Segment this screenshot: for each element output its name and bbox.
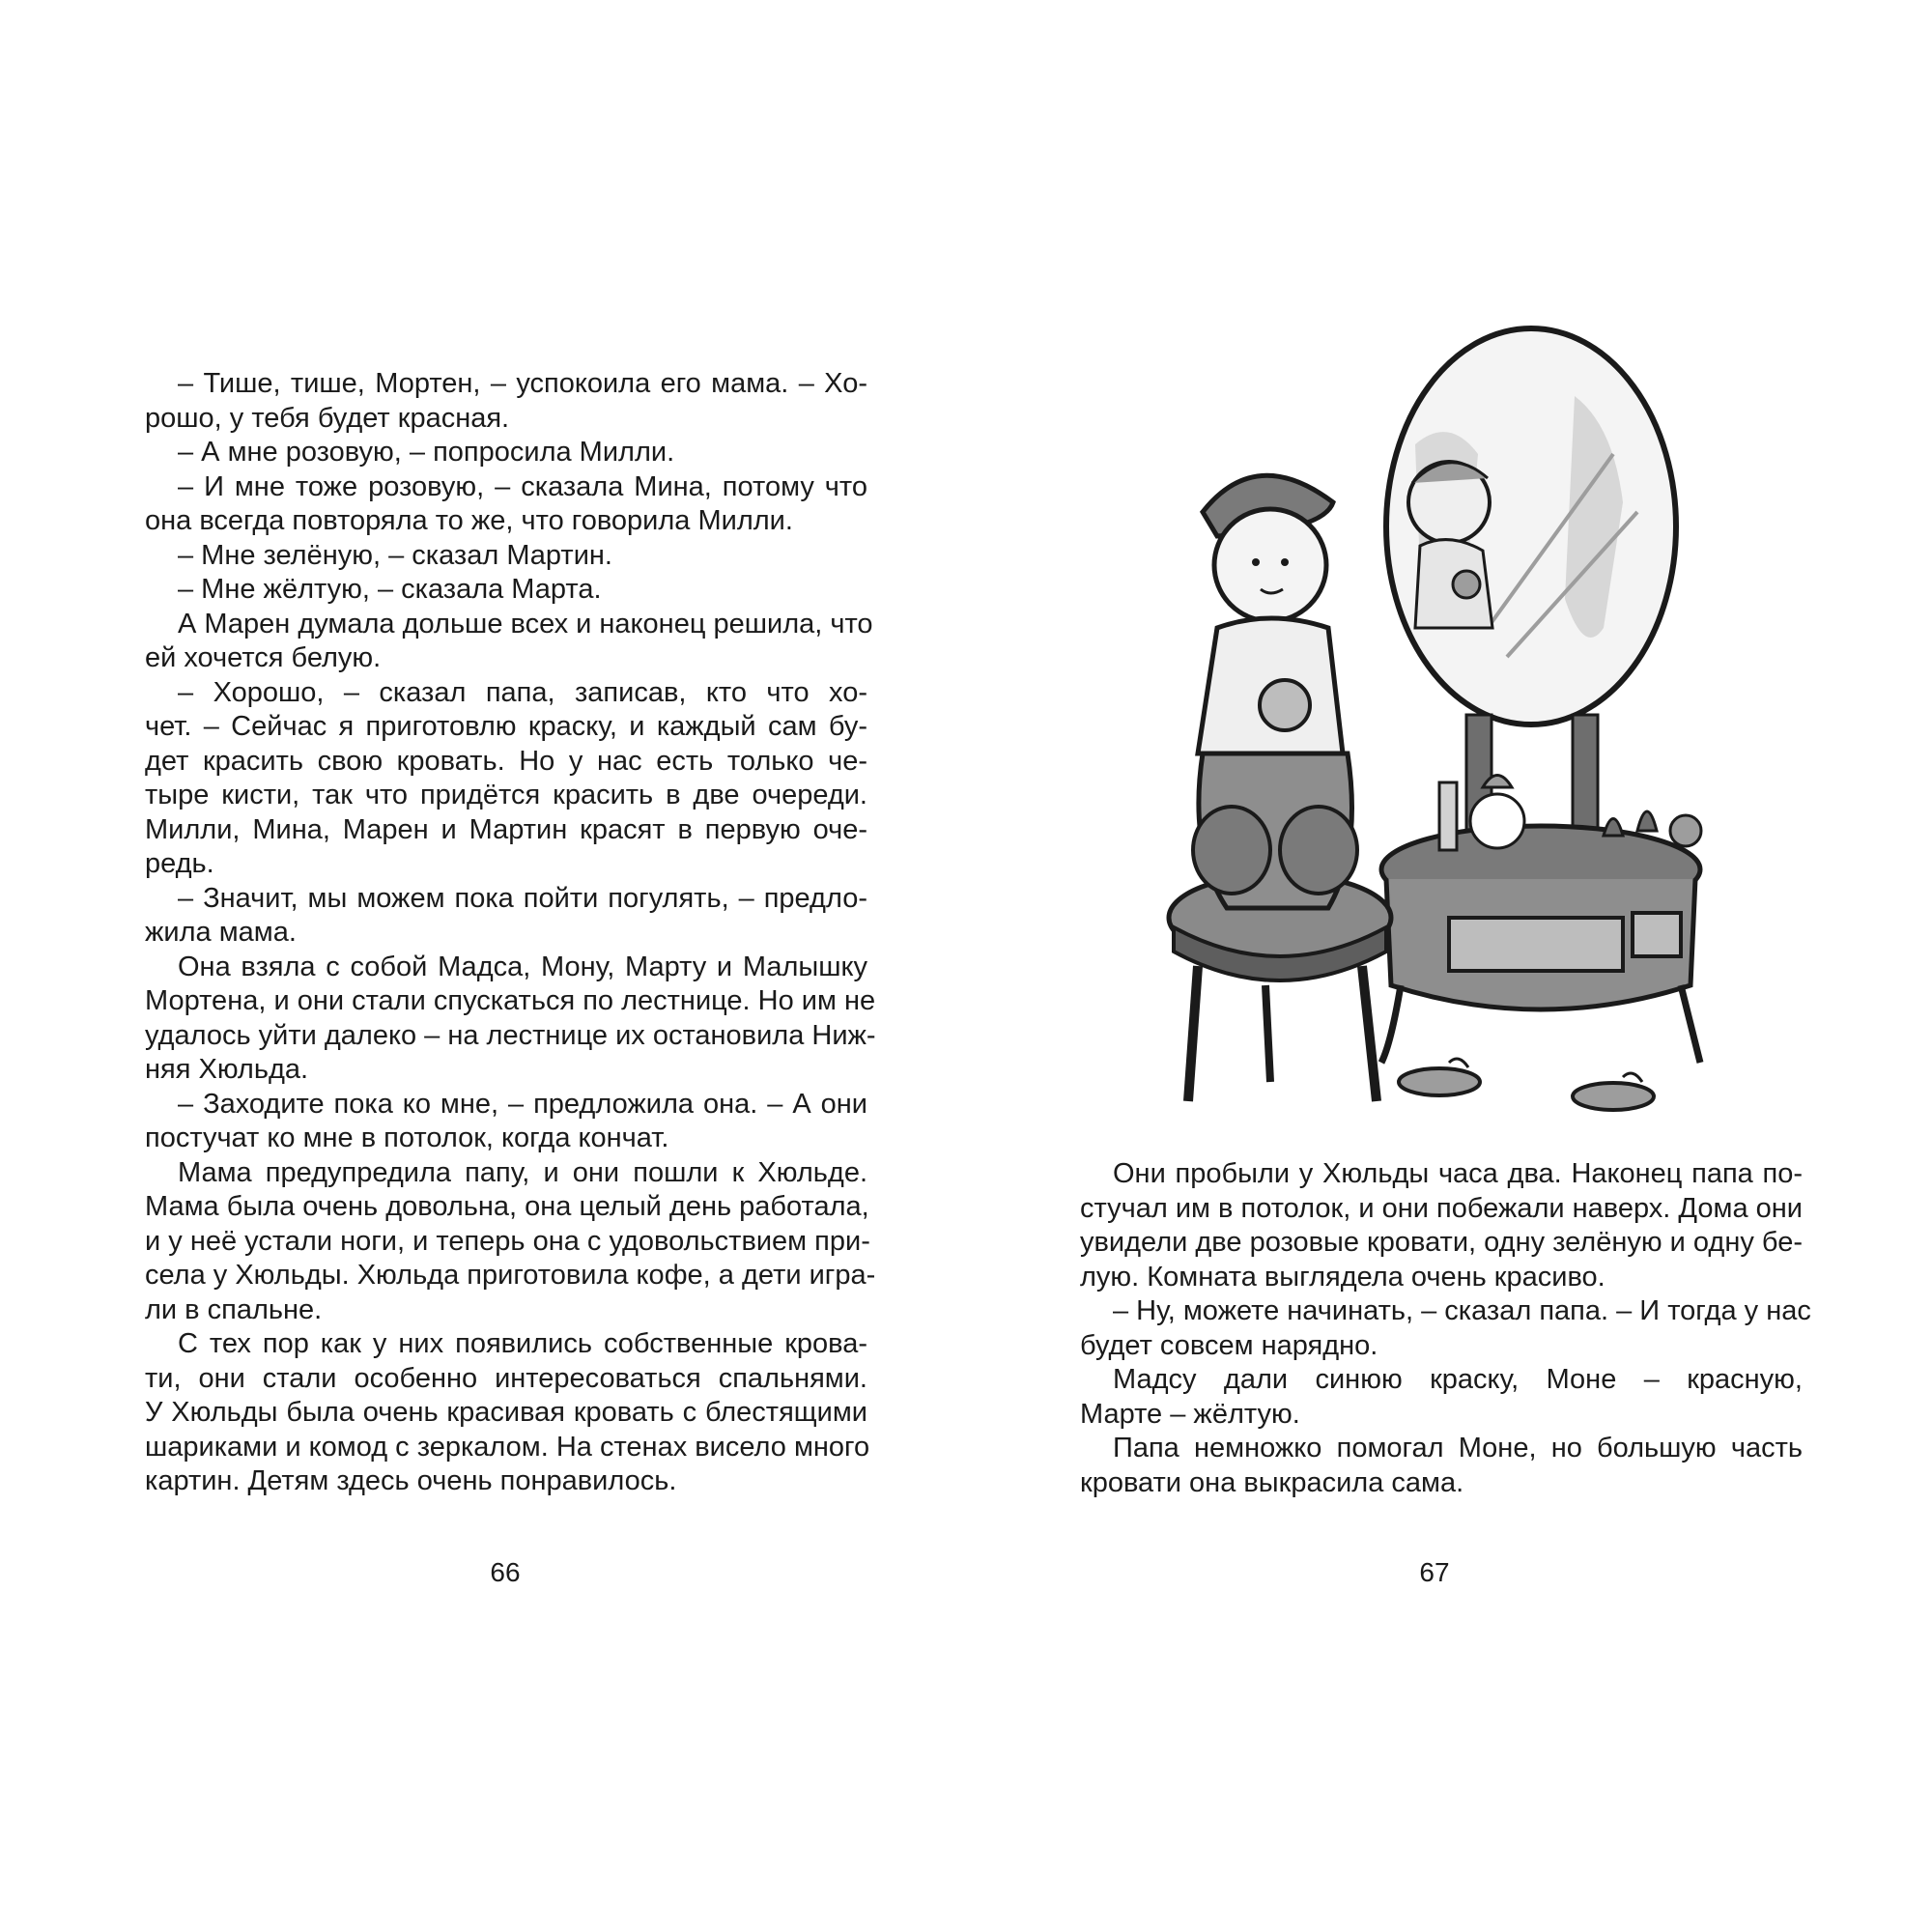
illustration <box>1159 309 1719 1140</box>
text-line: – Заходите пока ко мне, – предложила она. – А они <box>178 1088 867 1120</box>
text-line: картин. Детям здесь очень понравилось. <box>145 1465 677 1496</box>
illustration-drawing <box>1159 309 1719 1140</box>
text-line: тыре кисти, так что придётся красить в две очереди. <box>145 780 867 810</box>
text-line: она всегда повторяла то же, что говорила Милли. <box>145 505 793 536</box>
left-page-number: 66 <box>490 1557 521 1587</box>
text-line: – Мне зелёную, – сказал Мартин. <box>178 539 612 571</box>
text-line: и у неё устали ноги, и теперь она с удовольствием при- <box>145 1225 870 1257</box>
text-line: увидели две розовые кровати, одну зелёную и одну бе- <box>1080 1227 1803 1258</box>
text-line: – Значит, мы можем пока пойти погулять, – предло- <box>178 882 867 914</box>
text-line: постучат ко мне в потолок, когда кончат. <box>145 1122 669 1153</box>
text-line: – И мне тоже розовую, – сказала Мина, потому что <box>178 470 867 502</box>
dressing-table <box>1381 776 1701 1064</box>
text-line: У Хюльды была очень красивая кровать с блестящими <box>145 1397 867 1428</box>
text-line: Мама была очень довольна, она целый день работала, <box>145 1191 869 1222</box>
right-page <box>966 0 1932 1932</box>
text-line: редь. <box>145 848 214 879</box>
text-line: С тех пор как у них появились собственные крова- <box>178 1328 867 1359</box>
text-line: лую. Комната выглядела очень красиво. <box>1080 1261 1605 1293</box>
text-line: – А мне розовую, – попросила Милли. <box>178 437 675 468</box>
text-line: ей хочется белую. <box>145 642 382 673</box>
text-line: – Хорошо, – сказал папа, записав, кто что хо- <box>178 676 867 708</box>
text-line: будет совсем нарядно. <box>1080 1329 1378 1361</box>
text-line: Мадсу дали синюю краску, Моне – красную, <box>1113 1364 1803 1395</box>
child-figure <box>1193 475 1357 908</box>
text-line: Они пробыли у Хюльды часа два. Наконец папа по- <box>1113 1158 1803 1189</box>
right-page-text <box>1080 1157 1811 1500</box>
left-page-text <box>145 367 876 1499</box>
text-line: жила мама. <box>145 917 297 948</box>
text-line: – Мне жёлтую, – сказала Марта. <box>178 574 602 605</box>
text-line: ти, они стали особенно интересоваться спальнями. <box>145 1362 867 1394</box>
text-line: Марте – жёлтую. <box>1080 1398 1300 1430</box>
text-line: няя Хюльда. <box>145 1054 309 1085</box>
text-line: Она взяла с собой Мадса, Мону, Марту и Малышку <box>178 951 867 982</box>
text-line: Мама предупредила папу, и они пошли к Хюльде. <box>178 1156 867 1188</box>
text-line: – Тише, тише, Мортен, – успокоила его мама. – Хо- <box>178 368 867 399</box>
text-line: шариками и комод с зеркалом. На стенах висело много <box>145 1431 870 1463</box>
text-line: Милли, Мина, Марен и Мартин красят в первую оче- <box>145 813 867 845</box>
text-line: – Ну, можете начинать, – сказал папа. – И тогда у нас <box>1113 1295 1811 1326</box>
text-line: стучал им в потолок, и они побежали наверх. Дома они <box>1080 1192 1803 1224</box>
text-line: чет. – Сейчас я приготовлю краску, и каждый сам бу- <box>145 711 867 742</box>
text-line: А Марен думала дольше всех и наконец решила, что <box>178 608 873 639</box>
text-line: кровати она выкрасила сама. <box>1080 1466 1464 1498</box>
mirror <box>1386 328 1676 724</box>
text-line: Мортена, и они стали спускаться по лестнице. Но им не <box>145 985 876 1016</box>
text-line: села у Хюльды. Хюльда приготовила кофе, а дети игра- <box>145 1260 876 1291</box>
slippers <box>1399 1059 1654 1110</box>
text-line: рошо, у тебя будет красная. <box>145 402 510 434</box>
right-page-number: 67 <box>1419 1557 1450 1587</box>
text-line: удалось уйти далеко – на лестнице их остановила Ниж- <box>145 1019 876 1051</box>
text-line: дет красить свою кровать. Но у нас есть только че- <box>145 745 867 777</box>
text-line: ли в спальне. <box>145 1293 323 1325</box>
text-line: Папа немножко помогал Моне, но большую часть <box>1113 1433 1803 1463</box>
